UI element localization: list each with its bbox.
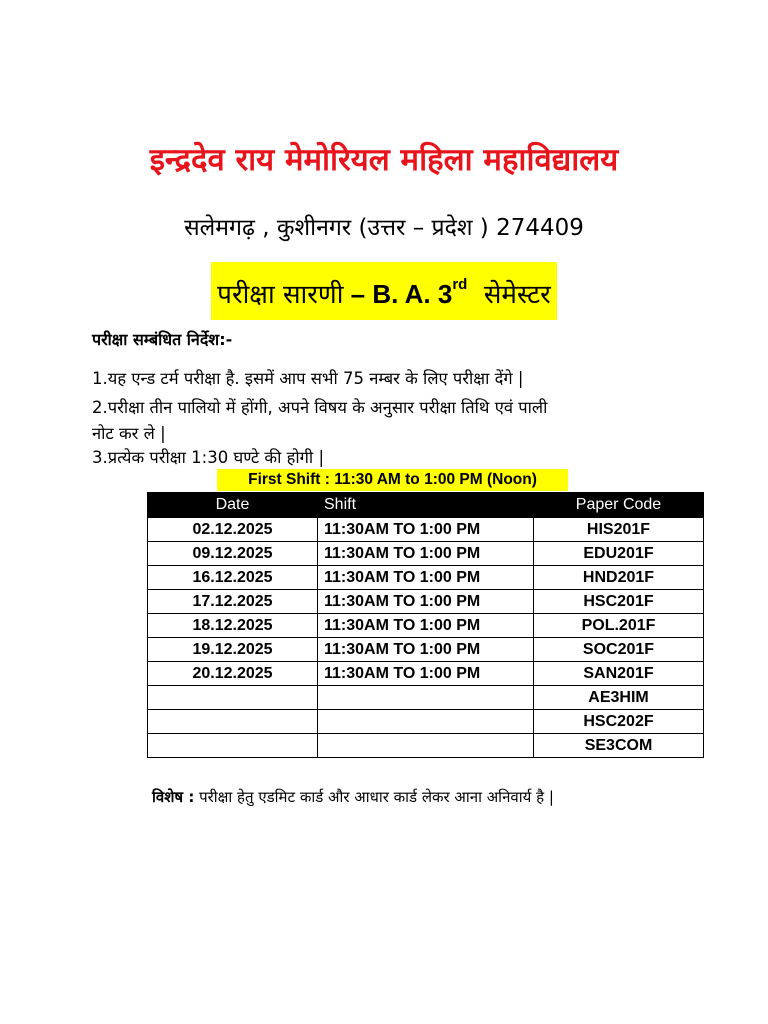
cell-shift: 11:30AM TO 1:00 PM xyxy=(318,590,534,614)
cell-date: 16.12.2025 xyxy=(148,566,318,590)
exam-title-dash: – xyxy=(343,279,373,309)
exam-title-wrap xyxy=(0,262,768,320)
table-row xyxy=(148,614,704,638)
table-row xyxy=(148,566,704,590)
exam-title-sup: rd xyxy=(452,276,468,293)
cell-paper-code: SOC201F xyxy=(534,638,704,662)
column-header-shift: Shift xyxy=(318,493,534,518)
cell-date xyxy=(148,734,318,758)
cell-paper-code: HSC202F xyxy=(534,710,704,734)
instruction-item: 1.यह एन्ड टर्म परीक्षा है. इसमें आप सभी 75 नम्बर के लिए परीक्षा देंगे | xyxy=(92,369,524,388)
cell-shift: 11:30AM TO 1:00 PM xyxy=(318,614,534,638)
college-address: सलेमगढ़ , कुशीनगर (उत्तर – प्रदेश ) 274409 xyxy=(184,215,584,241)
college-name: इन्द्रदेव राय मेमोरियल महिला महाविद्यालय xyxy=(149,142,619,178)
cell-paper-code: SAN201F xyxy=(534,662,704,686)
cell-shift: 11:30AM TO 1:00 PM xyxy=(318,518,534,542)
cell-date: 19.12.2025 xyxy=(148,638,318,662)
table-row xyxy=(148,542,704,566)
table-row xyxy=(148,590,704,614)
exam-title-course: B. A. 3 xyxy=(372,279,453,309)
cell-shift: 11:30AM TO 1:00 PM xyxy=(318,662,534,686)
instruction-item: 3.प्रत्येक परीक्षा 1:30 घण्टे की होगी | xyxy=(92,448,325,467)
cell-date xyxy=(148,710,318,734)
cell-paper-code: AE3HIM xyxy=(534,686,704,710)
cell-date: 17.12.2025 xyxy=(148,590,318,614)
cell-shift: 11:30AM TO 1:00 PM xyxy=(318,638,534,662)
special-note-text: परीक्षा हेतु एडमिट कार्ड और आधार कार्ड लेकर आना अनिवार्य है | xyxy=(194,788,554,806)
table-row xyxy=(148,734,704,758)
exam-title-semester: सेमेस्टर xyxy=(483,280,551,310)
cell-shift xyxy=(318,734,534,758)
cell-date: 09.12.2025 xyxy=(148,542,318,566)
cell-paper-code: HIS201F xyxy=(534,518,704,542)
table-row xyxy=(148,686,704,710)
table-row xyxy=(148,662,704,686)
table-row xyxy=(148,638,704,662)
column-header-paper-code: Paper Code xyxy=(534,493,704,518)
cell-paper-code: SE3COM xyxy=(534,734,704,758)
cell-shift: 11:30AM TO 1:00 PM xyxy=(318,566,534,590)
special-note xyxy=(152,787,554,807)
cell-paper-code: POL.201F xyxy=(534,614,704,638)
instructions-heading: परीक्षा सम्बंधित निर्देश:- xyxy=(92,330,233,349)
column-header-date: Date xyxy=(148,493,318,518)
table-row xyxy=(148,710,704,734)
cell-paper-code: HSC201F xyxy=(534,590,704,614)
table-row xyxy=(148,518,704,542)
cell-date: 18.12.2025 xyxy=(148,614,318,638)
instruction-item: नोट कर ले | xyxy=(92,424,166,443)
cell-shift xyxy=(318,686,534,710)
cell-paper-code: EDU201F xyxy=(534,542,704,566)
cell-date: 02.12.2025 xyxy=(148,518,318,542)
exam-schedule-table xyxy=(147,492,704,758)
instruction-item: 2.परीक्षा तीन पालियो में होंगी, अपने विषय के अनुसार परीक्षा तिथि एवं पाली xyxy=(92,398,548,417)
cell-shift xyxy=(318,710,534,734)
exam-title-hindi: परीक्षा सारणी xyxy=(217,280,344,310)
table-header-row xyxy=(148,493,704,518)
exam-title xyxy=(211,262,557,320)
cell-date xyxy=(148,686,318,710)
shift-banner: First Shift : 11:30 AM to 1:00 PM (Noon) xyxy=(217,469,568,491)
special-note-label: विशेष : xyxy=(152,788,195,806)
cell-date: 20.12.2025 xyxy=(148,662,318,686)
cell-paper-code: HND201F xyxy=(534,566,704,590)
cell-shift: 11:30AM TO 1:00 PM xyxy=(318,542,534,566)
